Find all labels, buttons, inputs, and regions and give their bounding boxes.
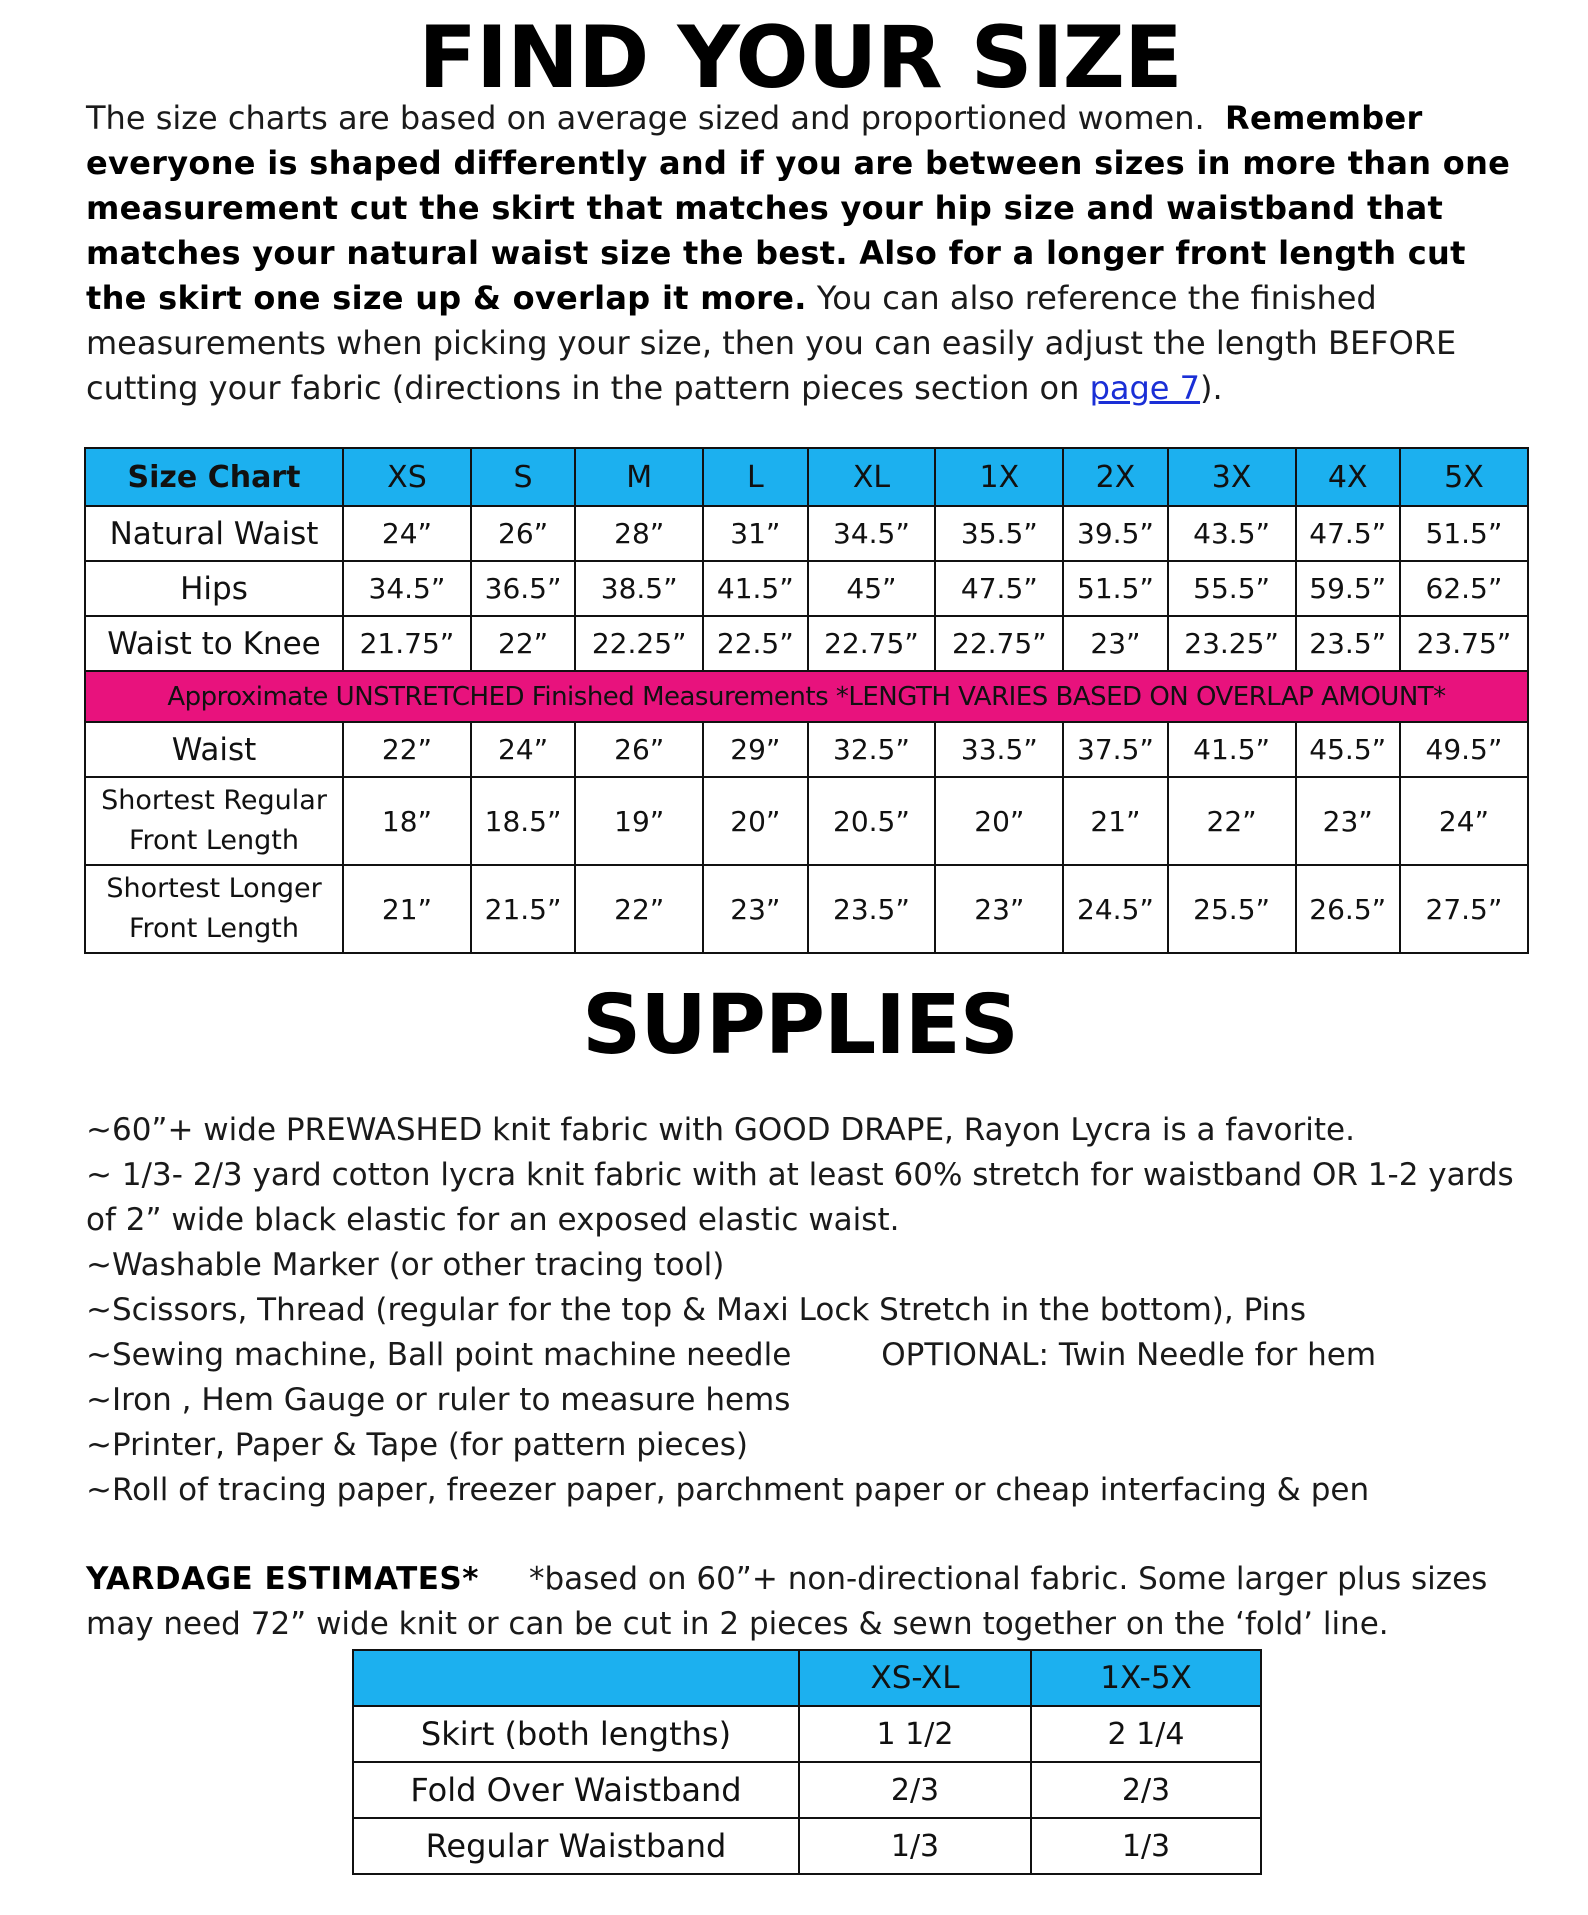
table-cell: 22” [575, 865, 703, 953]
size-header: 2X [1063, 448, 1167, 506]
row-label [85, 777, 343, 865]
supply-item-text: ~Sewing machine, Ball point machine needle [86, 1337, 792, 1373]
row-label: Skirt (both lengths) [353, 1706, 799, 1762]
table-cell: 23.5” [1296, 616, 1400, 671]
table-cell: 22.75” [935, 616, 1063, 671]
table-cell: 34.5” [808, 506, 936, 561]
yardage-row [353, 1818, 1261, 1874]
table-cell: 26” [575, 722, 703, 777]
supply-item: ~60”+ wide PREWASHED knit fabric with GOOD DRAPE, Rayon Lycra is a favorite. [86, 1112, 1355, 1148]
table-cell: 23” [1296, 777, 1400, 865]
supply-item: ~Printer, Paper & Tape (for pattern pieces) [86, 1427, 748, 1463]
size-header: XL [808, 448, 936, 506]
table-cell: 22” [1168, 777, 1296, 865]
yardage-row [353, 1762, 1261, 1818]
table-cell: 33.5” [935, 722, 1063, 777]
size-header: 5X [1400, 448, 1528, 506]
table-cell: 49.5” [1400, 722, 1528, 777]
table-cell: 21” [343, 865, 471, 953]
yardage-header-row [353, 1650, 1261, 1706]
table-cell: 21” [1063, 777, 1167, 865]
supply-item: ~Scissors, Thread (regular for the top & Maxi Lock Stretch in the bottom), Pins [86, 1292, 1307, 1328]
table-cell: 1/3 [1031, 1818, 1261, 1874]
supply-item: ~Washable Marker (or other tracing tool) [86, 1247, 725, 1283]
page-7-link[interactable]: page 7 [1089, 369, 1201, 407]
table-cell: 23.75” [1400, 616, 1528, 671]
yardage-note: *based on 60”+ non-directional fabric. Some larger plus sizes may need 72” wide knit or can be cut in 2 pieces & sewn together on the ‘fold’ line. [86, 1561, 1488, 1642]
size-range-header: 1X-5X [1031, 1650, 1261, 1706]
table-cell: 36.5” [471, 561, 575, 616]
row-label: Fold Over Waistband [353, 1762, 799, 1818]
table-cell: 1/3 [799, 1818, 1031, 1874]
table-cell: 20” [703, 777, 807, 865]
row-label [85, 865, 343, 953]
intro-text-2: You can also reference the finished measurements when picking your size, then you can easily adjust the length BEFORE cutting your fabric (directions in the pattern pieces section on [86, 279, 1457, 407]
table-cell: 47.5” [1296, 506, 1400, 561]
table-cell: 22” [343, 722, 471, 777]
table-cell: 1 1/2 [799, 1706, 1031, 1762]
shortest-longer-front-length-row [85, 865, 1528, 953]
table-cell: 32.5” [808, 722, 936, 777]
row-label: Waist to Knee [85, 616, 343, 671]
supply-item: ~Roll of tracing paper, freezer paper, parchment paper or cheap interfacing & pen [86, 1472, 1370, 1508]
size-header: 1X [935, 448, 1063, 506]
intro-text-end: ). [1200, 369, 1223, 407]
size-header: L [703, 448, 807, 506]
table-cell: 20.5” [808, 777, 936, 865]
yardage-row [353, 1706, 1261, 1762]
supply-item: ~Iron , Hem Gauge or ruler to measure hems [86, 1382, 791, 1418]
waist-to-knee-row [85, 616, 1528, 671]
row-label: Regular Waistband [353, 1818, 799, 1874]
table-cell: 38.5” [575, 561, 703, 616]
table-cell: 22.75” [808, 616, 936, 671]
size-chart-header-row [85, 448, 1528, 506]
page-title: FIND YOUR SIZE [418, 8, 1182, 108]
table-cell: 23” [703, 865, 807, 953]
table-cell: 27.5” [1400, 865, 1528, 953]
table-cell: 51.5” [1400, 506, 1528, 561]
table-cell: 23” [1063, 616, 1167, 671]
table-cell: 59.5” [1296, 561, 1400, 616]
table-cell: 23” [935, 865, 1063, 953]
table-cell: 47.5” [935, 561, 1063, 616]
table-cell: 35.5” [935, 506, 1063, 561]
supplies-title: SUPPLIES [582, 978, 1018, 1073]
supplies-list [86, 1108, 1526, 1513]
table-cell: 37.5” [1063, 722, 1167, 777]
table-cell: 24” [471, 722, 575, 777]
table-cell: 22.5” [703, 616, 807, 671]
table-cell: 28” [575, 506, 703, 561]
yardage-table [352, 1649, 1262, 1875]
table-cell: 24” [343, 506, 471, 561]
size-header: S [471, 448, 575, 506]
row-label-line: Front Length [128, 913, 299, 944]
table-cell: 25.5” [1168, 865, 1296, 953]
table-cell: 51.5” [1063, 561, 1167, 616]
supply-item: ~ 1/3- 2/3 yard cotton lycra knit fabric with at least 60% stretch for waistband OR 1-2 yards of 2” wide black elastic for an exposed elastic waist. [86, 1157, 1514, 1238]
table-cell: 19” [575, 777, 703, 865]
table-cell: 20” [935, 777, 1063, 865]
finished-measurements-band-row [85, 671, 1528, 722]
table-cell: 22” [471, 616, 575, 671]
size-header: 3X [1168, 448, 1296, 506]
intro-paragraph [86, 96, 1516, 411]
table-cell: 55.5” [1168, 561, 1296, 616]
size-range-header: XS-XL [799, 1650, 1031, 1706]
row-label-line: Front Length [128, 825, 299, 856]
table-cell: 31” [703, 506, 807, 561]
row-label: Waist [85, 722, 343, 777]
optional-supply: OPTIONAL: Twin Needle for hem [881, 1337, 1377, 1373]
supply-item [86, 1333, 1526, 1378]
size-header: M [575, 448, 703, 506]
table-cell: 45” [808, 561, 936, 616]
table-cell: 29” [703, 722, 807, 777]
finished-measurements-band: Approximate UNSTRETCHED Finished Measurements *LENGTH VARIES BASED ON OVERLAP AMOUNT* [85, 671, 1528, 722]
yardage-section [86, 1557, 1526, 1647]
finished-waist-row [85, 722, 1528, 777]
yardage-header-empty [353, 1650, 799, 1706]
row-label-line: Shortest Regular [101, 785, 327, 816]
yardage-heading: YARDAGE ESTIMATES* [86, 1561, 479, 1597]
table-cell: 62.5” [1400, 561, 1528, 616]
hips-row [85, 561, 1528, 616]
table-cell: 23.25” [1168, 616, 1296, 671]
table-cell: 21.5” [471, 865, 575, 953]
table-cell: 39.5” [1063, 506, 1167, 561]
size-chart-table [84, 447, 1529, 954]
size-header: 4X [1296, 448, 1400, 506]
row-label: Hips [85, 561, 343, 616]
table-cell: 2/3 [1031, 1762, 1261, 1818]
table-cell: 24.5” [1063, 865, 1167, 953]
table-cell: 18” [343, 777, 471, 865]
table-cell: 26.5” [1296, 865, 1400, 953]
row-label-line: Shortest Longer [106, 873, 322, 904]
intro-bold-text: Remember everyone is shaped differently and if you are between sizes in more than one measurement cut the skirt that matches your hip size and waistband that matches your natural waist size the best. Also for a longer front length cut the skirt one size up & overlap it more. [86, 99, 1511, 317]
intro-text: The size charts are based on average sized and proportioned women. [86, 99, 1205, 137]
table-cell: 21.75” [343, 616, 471, 671]
table-cell: 41.5” [1168, 722, 1296, 777]
table-cell: 22.25” [575, 616, 703, 671]
table-cell: 26” [471, 506, 575, 561]
size-chart-header: Size Chart [85, 448, 343, 506]
table-cell: 34.5” [343, 561, 471, 616]
size-header: XS [343, 448, 471, 506]
table-cell: 24” [1400, 777, 1528, 865]
row-label: Natural Waist [85, 506, 343, 561]
table-cell: 43.5” [1168, 506, 1296, 561]
table-cell: 18.5” [471, 777, 575, 865]
table-cell: 2/3 [799, 1762, 1031, 1818]
table-cell: 45.5” [1296, 722, 1400, 777]
table-cell: 2 1/4 [1031, 1706, 1261, 1762]
table-cell: 23.5” [808, 865, 936, 953]
natural-waist-row [85, 506, 1528, 561]
table-cell: 41.5” [703, 561, 807, 616]
shortest-regular-front-length-row [85, 777, 1528, 865]
